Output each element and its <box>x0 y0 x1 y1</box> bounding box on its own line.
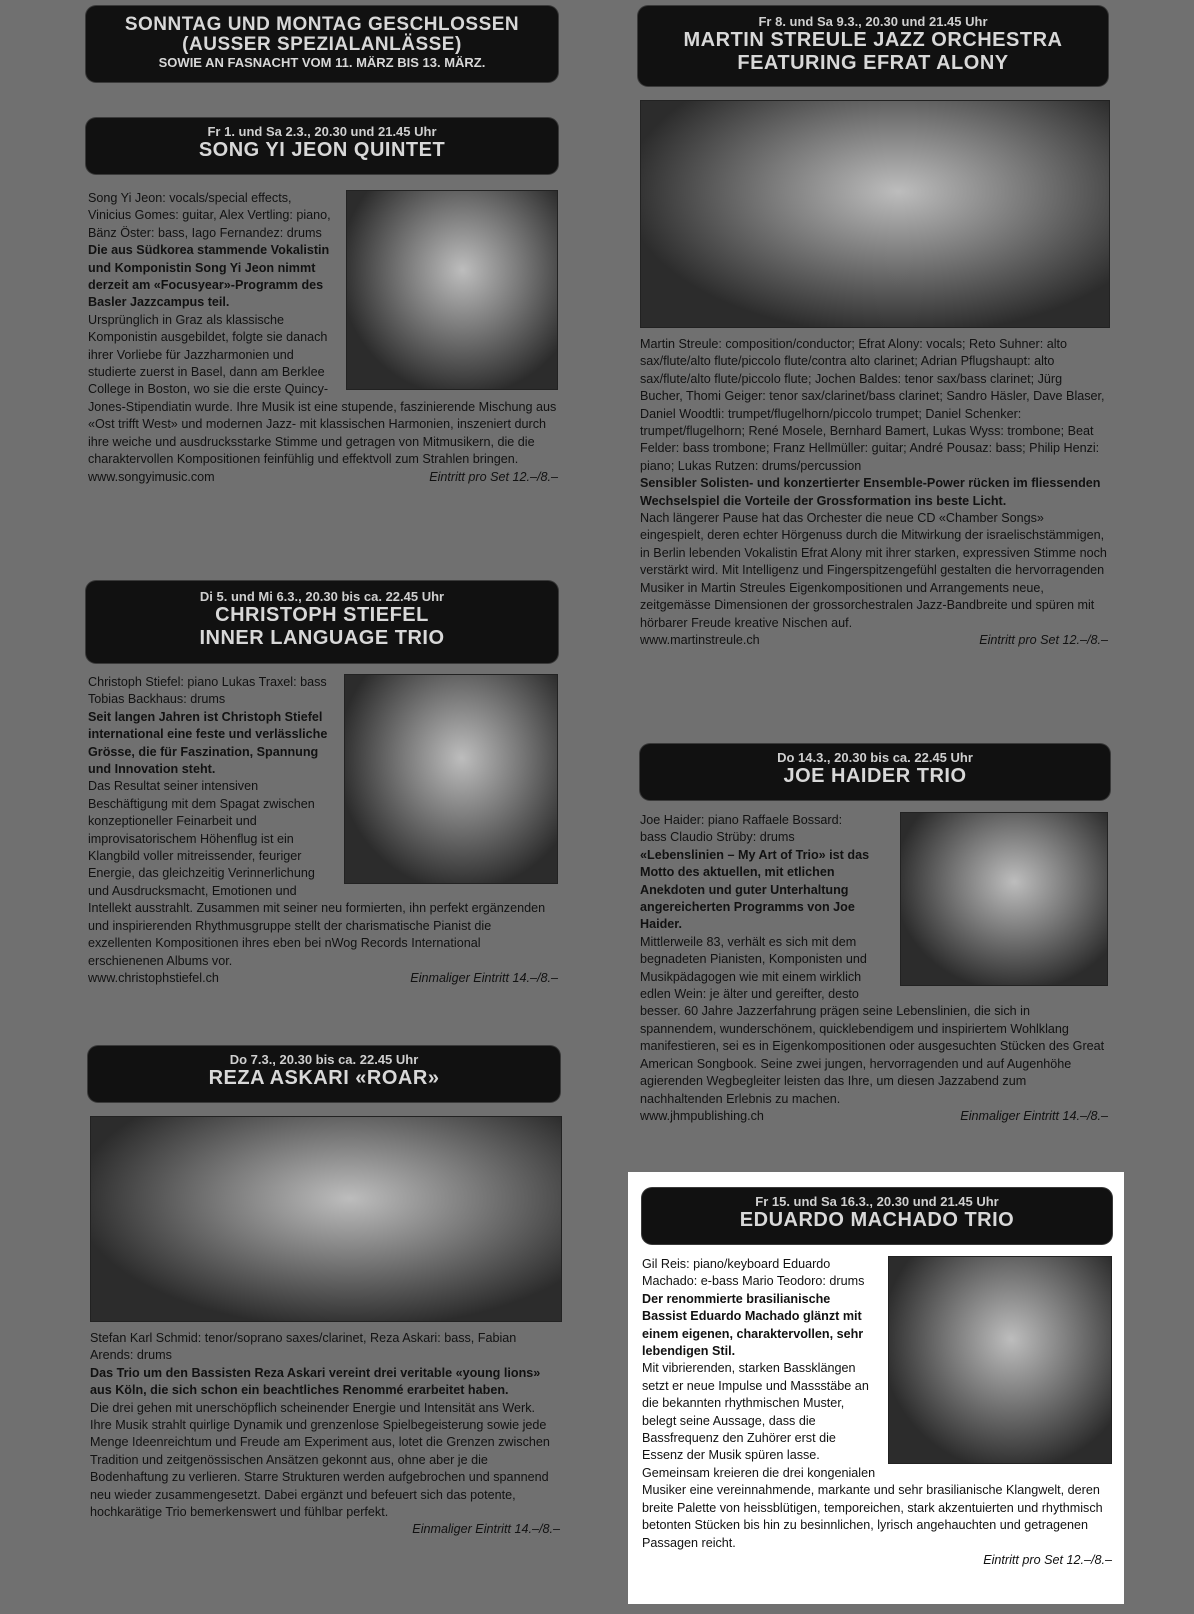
streule-lead: Sensibler Solisten- und konzertierter Ensemble-Power rücken im fliessenden Wechselspiel die Vorteile der Grossformation ins beste Licht. <box>640 476 1101 508</box>
stiefel-title-1: CHRISTOPH STIEFEL <box>215 604 429 626</box>
machado-footer <box>642 1552 1112 1569</box>
streule-body: Nach längerer Pause hat das Orchester die neue CD «Chamber Songs» eingespielt, deren echter Hörgenuss durch die Mitwirkung der israelischstämmigen, in Berlin lebenden Vokalistin Efrat Alony mit ihrer starken, expressiven Stimme noch verstärkt wird. Mit Intelligenz und Fingerspitzengefühl gestalten die hervorragenden Musiker in Martin Streules Eigenkompositionen und Arrangements neue, zeitgemässe Dimensionen der grossorchestralen Jazz-Bandbreite und spüren mit hörbarer Freude kreative Nischen auf. <box>640 511 1107 630</box>
streule-lineup: Martin Streule: composition/conductor; Efrat Alony: vocals; Reto Suhner: alto sax/flute/alto flute/piccolo flute/contra alto clarinet; Adrian Pflugshaupt: alto sax/flute/alto flute/piccolo flute; Jochen Baldes: tenor sax/bass clarinet; Jürg Bucher, Thomi Geiger: tenor sax/clarinet/bass clarinet; Sandro Häsler, Dave Blaser, Daniel Woodtli: trumpet/flugelhorn/piccolo trumpet; Daniel Schenker: trumpet/flugelhorn; René Mosele, Bernhard Bamert, Lukas Wyss: trombone; Beat Felder: bass trombone; Franz Hellmüller: guitar; André Pousaz: bass; Philip Henzi: piano; Lukas Rutzen: drums/percussion <box>640 337 1105 473</box>
stiefel-url[interactable]: www.christophstiefel.ch <box>88 970 219 985</box>
closed-notice-line1: SONNTAG UND MONTAG GESCHLOSSEN <box>124 14 520 35</box>
askari-banner <box>88 1046 560 1102</box>
stiefel-price: Einmaliger Eintritt 14.–/8.– <box>410 970 558 985</box>
song-yi-price: Eintritt pro Set 12.–/8.– <box>429 469 558 484</box>
song-yi-lineup: Song Yi Jeon: vocals/special effects, Vinicius Gomes: guitar, Alex Vertling: piano, Bänz Öster: bass, Iago Fernandez: drums <box>88 191 331 240</box>
askari-body: Die drei gehen mit unerschöpflich scheinender Energie und Intensität ans Werk. Ihre Musik strahlt quirlige Dynamik und grenzenlose Spielbegeisterung sowie jede Menge Ideenreichtum und Freude am Experiment aus, lotet die Grenzen zwischen Tradition und zeitgenössischen Ansätzen gekonnt aus, ohne aber je die Bodenhaftung zu verlieren. Starre Strukturen werden aufgebrochen und spannend neu wieder zusammengesetzt. Dabei ergänzt und befeuert sich das potente, hochkarätige Trio bemerkenswert und fühlbar perfekt. <box>90 1400 550 1520</box>
machado-banner <box>642 1188 1112 1244</box>
streule-title-1: MARTIN STREULE JAZZ ORCHESTRA <box>683 29 1063 51</box>
streule-date: Fr 8. und Sa 9.3., 20.30 und 21.45 Uhr <box>758 14 988 29</box>
haider-photo <box>900 812 1108 986</box>
song-yi-banner <box>86 118 558 174</box>
stiefel-article <box>88 674 558 987</box>
song-yi-article <box>88 190 558 486</box>
song-yi-date: Fr 1. und Sa 2.3., 20.30 und 21.45 Uhr <box>207 124 437 139</box>
machado-lead: Der renommierte brasilianische Bassist Eduardo Machado glänzt mit einem eigenen, charaktervollen, sehr lebendigen Stil. <box>642 1291 864 1359</box>
askari-date: Do 7.3., 20.30 bis ca. 22.45 Uhr <box>229 1052 419 1067</box>
askari-photo <box>90 1116 562 1322</box>
streule-photo <box>640 100 1110 328</box>
stiefel-title-2: INNER LANGUAGE TRIO <box>199 627 445 649</box>
streule-price: Eintritt pro Set 12.–/8.– <box>979 632 1108 647</box>
askari-price: Einmaliger Eintritt 14.–/8.– <box>412 1522 560 1537</box>
streule-article <box>640 336 1108 649</box>
askari-lineup: Stefan Karl Schmid: tenor/soprano saxes/clarinet, Reza Askari: bass, Fabian Arends: drums <box>90 1331 517 1363</box>
machado-photo <box>888 1256 1112 1464</box>
stiefel-body: Das Resultat seiner intensiven Beschäftigung mit dem Spagat zwischen konzeptioneller Feinarbeit und improvisatorischem Höhenflug ist ein Klangbild voller mitreissender, feuriger Energie, das gleichzeitig Verinnerlichung und Ausdrucksmacht, Emotionen und Intellekt ausstrahlt. Zusammen mit seiner neu formierten, ihn perfekt ergänzenden und inspirierenden Rhythmusgruppe stellt der charismatische Pianist die exzellenten Kompositionen ihres eben bei nWog Records International erschienenen Albums vor. <box>88 779 546 968</box>
haider-banner <box>640 744 1110 800</box>
machado-price: Eintritt pro Set 12.–/8.– <box>983 1552 1112 1567</box>
streule-url[interactable]: www.martinstreule.ch <box>640 632 760 647</box>
stiefel-photo <box>344 674 558 884</box>
closed-notice-banner <box>86 6 558 82</box>
haider-title: JOE HAIDER TRIO <box>783 765 967 787</box>
song-yi-title: SONG YI JEON QUINTET <box>198 139 446 161</box>
askari-lead: Das Trio um den Bassisten Reza Askari vereint drei veritable «young lions» aus Köln, die sich schon ein beachtliches Renommé erarbeitet haben. <box>90 1365 541 1398</box>
streule-footer <box>640 632 1108 649</box>
haider-price: Einmaliger Eintritt 14.–/8.– <box>960 1108 1108 1123</box>
askari-title: REZA ASKARI «ROAR» <box>208 1067 440 1089</box>
streule-title-2: FEATURING EFRAT ALONY <box>737 52 1009 74</box>
stiefel-lead: Seit langen Jahren ist Christoph Stiefel international eine feste und verlässliche Grösse, die für Faszination, Spannung und Innovation steht. <box>88 709 328 777</box>
machado-title: EDUARDO MACHADO TRIO <box>739 1209 1015 1231</box>
haider-lead: «Lebenslinien – My Art of Trio» ist das Motto des aktuellen, mit etlichen Anekdoten und guter Unterhaltung angereicherten Programms von Joe Haider. <box>640 847 870 932</box>
streule-banner <box>638 6 1108 86</box>
machado-article <box>642 1256 1112 1569</box>
song-yi-lead: Die aus Südkorea stammende Vokalistin und Komponistin Song Yi Jeon nimmt derzeit am «Focusyear»-Programm des Basler Jazzcampus teil. <box>88 243 330 310</box>
machado-lineup: Gil Reis: piano/keyboard Eduardo Machado: e-bass Mario Teodoro: drums <box>642 1257 865 1289</box>
machado-body: Mit vibrierenden, starken Bassklängen setzt er neue Impulse und Massstäbe an die bekannten rhythmischen Muster, belegt seine Aussage, dass die Bassfrequenz den Zuhörer erst die Essenz der Musik spüren lasse. Gemeinsam kreieren die drei kongenialen Musiker eine vereinnahmende, markante und sehr brasilianische Klangwelt, deren breite Palette von heissblütigen, temporeichen, stark akzentuierten und rhythmisch betonten Stücken bis hin zu besinnlichen, lyrisch angehauchten und getragenen Passagen reicht. <box>642 1361 1103 1550</box>
song-yi-footer <box>88 469 558 486</box>
closed-notice-line2: (AUSSER SPEZIALANLÄSSE) <box>182 34 462 55</box>
haider-lineup: Joe Haider: piano Raffaele Bossard: bass Claudio Strüby: drums <box>640 813 843 845</box>
stiefel-footer <box>88 970 558 987</box>
askari-article <box>90 1330 560 1539</box>
askari-footer <box>90 1521 560 1538</box>
closed-notice-line3: SOWIE AN FASNACHT VOM 11. MÄRZ BIS 13. MÄRZ. <box>158 55 486 70</box>
song-yi-url[interactable]: www.songyimusic.com <box>88 469 215 484</box>
haider-body: Mittlerweile 83, verhält es sich mit dem begnadeten Pianisten, Komponisten und Musikpädagogen wie mit einem wirklich edlen Wein: je älter und gereifter, desto besser. 60 Jahre Jazzerfahrung prägen seine Lebenslinien, die sich in spannendem, wunderschönem, quicklebendigem und inspiriertem Wohlklang manifestieren, sei es in Eigenkompositionen oder ausgesuchten Stücken des Great American Songbook. Seine zwei jungen, hervorragenden und auf Augenhöhe agierenden Wegbegleiter leisten das Ihre, um diesen Jazzabend zum nachhaltenden Erlebnis zu machen. <box>640 934 1105 1106</box>
stiefel-lineup: Christoph Stiefel: piano Lukas Traxel: bass Tobias Backhaus: drums <box>88 675 327 707</box>
haider-footer <box>640 1108 1108 1125</box>
haider-date: Do 14.3., 20.30 bis ca. 22.45 Uhr <box>777 750 973 765</box>
machado-date: Fr 15. und Sa 16.3., 20.30 und 21.45 Uhr <box>755 1194 999 1209</box>
haider-article <box>640 812 1108 1125</box>
song-yi-photo <box>346 190 558 390</box>
stiefel-date: Di 5. und Mi 6.3., 20.30 bis ca. 22.45 Uhr <box>199 589 445 604</box>
stiefel-banner <box>86 581 558 663</box>
song-yi-body: Ursprünglich in Graz als klassische Komponistin ausgebildet, folgte sie danach ihrer Vorliebe für Jazzharmonien und studierte zuerst in Basel, dann am Berklee College in Boston, wo sie die erste Quincy-Jones-Stipendiatin wurde. Ihre Musik ist eine stupende, faszinierende Mischung aus «Ost trifft West» und modernen Jazz- mit klassischen Harmonien, inszeniert durch ihre weiche und ausdrucksstarke Stimme und getragen von Mitmusikern, die die charaktervollen Kompositionen feinfühlig und effektvoll zum Strahlen bringen. <box>88 312 557 467</box>
haider-url[interactable]: www.jhmpublishing.ch <box>640 1108 764 1123</box>
